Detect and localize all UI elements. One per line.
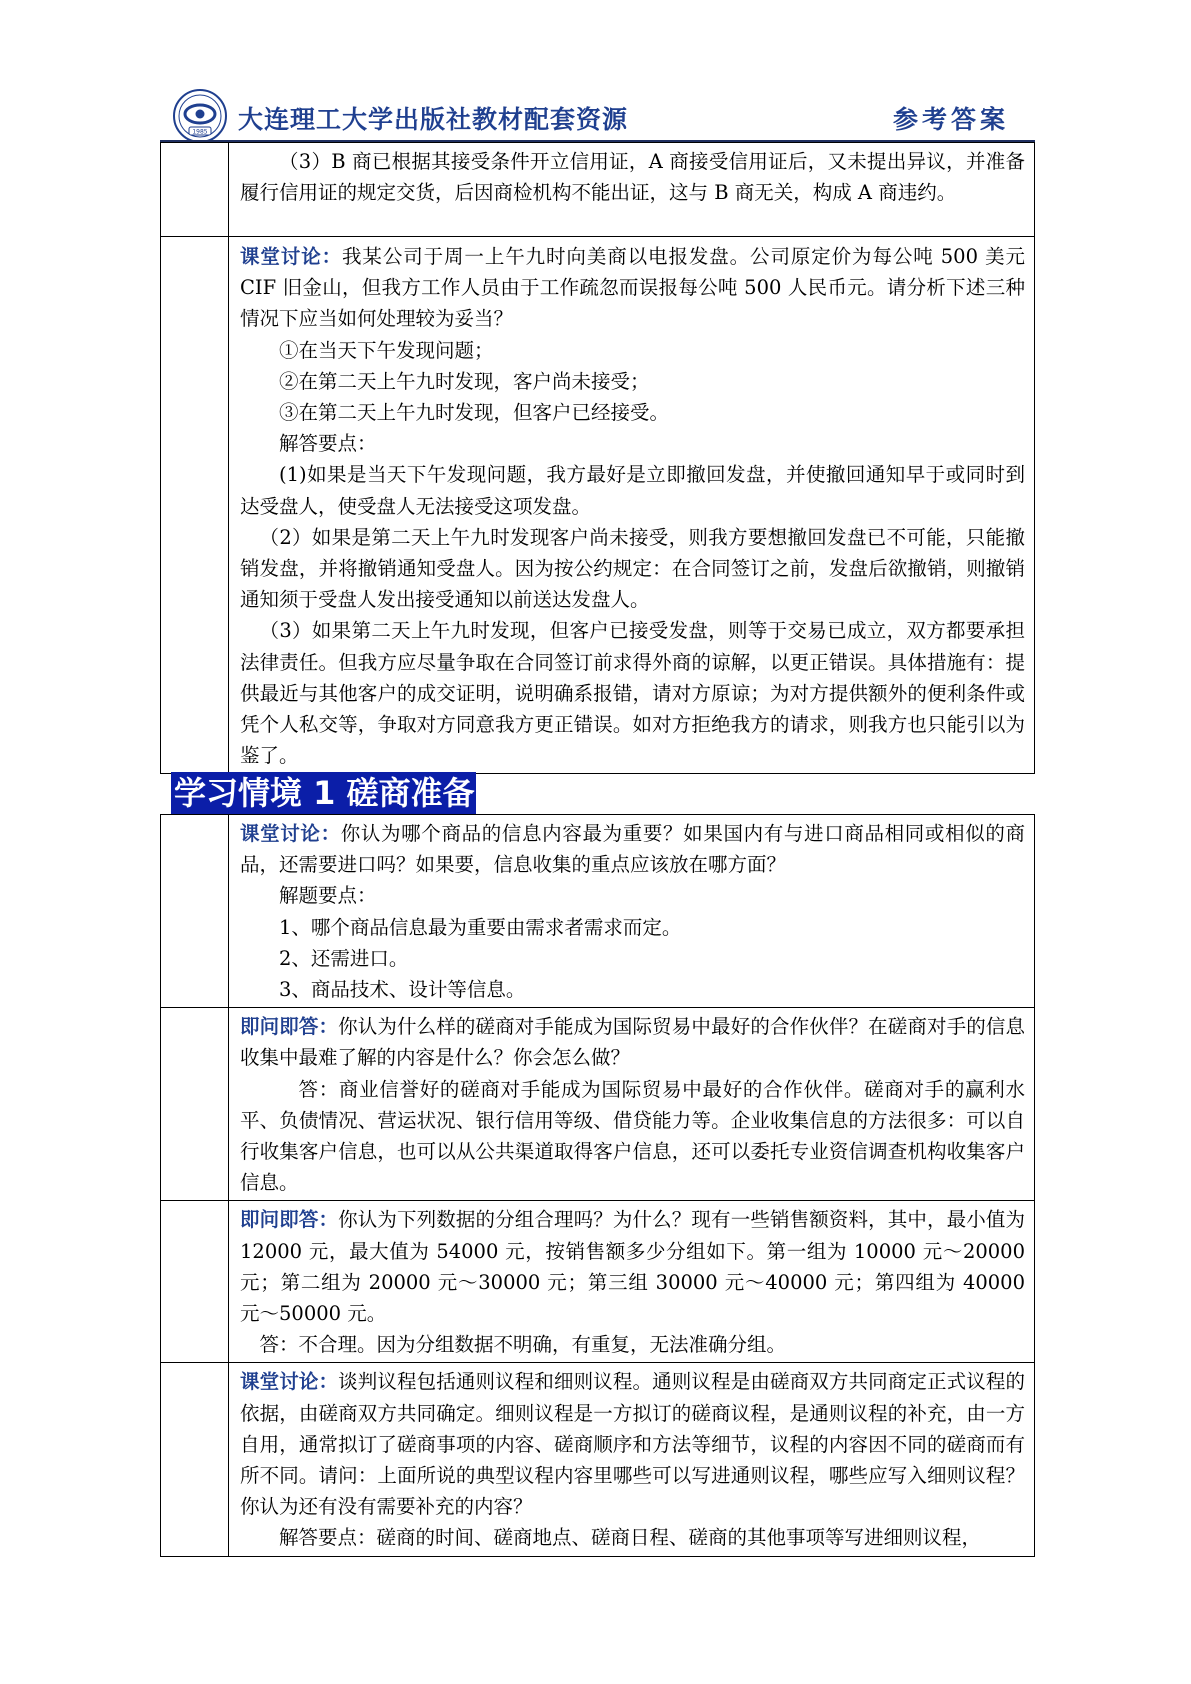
answer-point: 3、商品技术、设计等信息。: [279, 978, 526, 1002]
answer-paragraph: 答：不合理。因为分组数据不明确，有重复，无法准确分组。: [259, 1333, 787, 1357]
reference-answer-label: 参考答案: [893, 105, 1010, 134]
list-item: ①在当天下午发现问题；: [279, 338, 494, 362]
list-item: ③在第二天上午九时发现，但客户已经接受。: [279, 401, 670, 425]
row-content-cell: [229, 1008, 1035, 1201]
discussion-label: 课堂讨论：: [240, 1370, 339, 1394]
table-row: [161, 1008, 1035, 1201]
list-item: ②在第二天上午九时发现，客户尚未接受；: [279, 369, 650, 393]
answer-paragraph: 解答要点：磋商的时间、磋商地点、磋商日程、磋商的其他事项等写进细则议程，: [279, 1526, 982, 1550]
publisher-title: 大连理工大学出版社教材配套资源: [238, 105, 629, 134]
answer-paragraph: 答：商业信誉好的磋商对手能成为国际贸易中最好的合作伙伴。磋商对手的赢利水平、负债情况、营运状况、银行信用等级、借贷能力等。企业收集信息的方法很多：可以自行收集客户信息，也可以从公共渠道取得客户信息，还可以委托专业资信调查机构收集客户信息。: [240, 1077, 1025, 1195]
row-label-cell: [161, 815, 229, 1008]
answer-table-1: [160, 142, 1035, 774]
table-row: [161, 1201, 1035, 1363]
page-header: [0, 0, 1191, 145]
row-content-cell: [229, 815, 1035, 1008]
question-text: 我某公司于周一上午九时向美商以电报发盘。公司原定价为每公吨 500 美元 CIF 旧金山，但我方工作人员由于工作疏忽而误报每公吨 500 人民币元。请分析下述三种情况下应当如何处理较为妥当？: [240, 245, 1025, 331]
answer-title: 解答要点：: [279, 432, 377, 456]
row-content-cell: [229, 143, 1035, 237]
publisher-logo-icon: [172, 88, 228, 144]
table-row: [161, 237, 1035, 774]
table-row: [161, 815, 1035, 1008]
question-text: 谈判议程包括通则议程和细则议程。通则议程是由磋商双方共同商定正式议程的依据，由磋商双方共同确定。细则议程是一方拟订的磋商议程，是通则议程的补充，由一方自用，通常拟订了磋商事项的内容、磋商顺序和方法等细节，议程的内容因不同的磋商而有所不同。请问：上面所说的典型议程内容里哪些可以写进通则议程，哪些应写入细则议程？你认为还有没有需要补充的内容？: [240, 1370, 1025, 1519]
table-row: [161, 1363, 1035, 1556]
answer-paragraph: （2）如果是第二天上午九时发现客户尚未接受，则我方要想撤回发盘已不可能，只能撤销发盘，并将撤销通知受盘人。因为按公约规定：在合同签订之前，发盘后欲撤销，则撤销通知须于受盘人发出接受通知以前送达发盘人。: [240, 525, 1025, 612]
answer-paragraph: （3）如果第二天上午九时发现，但客户已接受发盘，则等于交易已成立，双方都要承担法律责任。但我方应尽量争取在合同签订前求得外商的谅解，以更正错误。具体措施有：提供最近与其他客户的成交证明，说明确系报错，请对方原谅；为对方提供额外的便利条件或凭个人私交等，争取对方同意我方更正错误。如对方拒绝我方的请求，则我方也只能引以为鉴了。: [240, 619, 1025, 768]
row-label-cell: [161, 237, 229, 774]
row-label-cell: [161, 1008, 229, 1201]
answer-point: 2、还需进口。: [279, 946, 409, 970]
answer-title: 解题要点：: [279, 884, 377, 908]
answer-table-2: [160, 814, 1035, 1557]
row-label-cell: [161, 1201, 229, 1363]
table-row: [161, 143, 1035, 237]
discussion-label: 课堂讨论：: [240, 822, 341, 845]
quick-qa-label: 即问即答：: [240, 1208, 339, 1232]
section-title: 学习情境 1 磋商准备: [171, 772, 476, 814]
answer-point: 1、哪个商品信息最为重要由需求者需求而定。: [279, 915, 682, 939]
logo-year: 1985: [192, 128, 208, 136]
row-content-cell: [229, 1363, 1035, 1556]
answer-paragraph: (1)如果是当天下午发现问题，我方最好是立即撤回发盘，并使撤回通知早于或同时到达受盘人，使受盘人无法接受这项发盘。: [240, 463, 1025, 518]
question-text: 你认为哪个商品的信息内容最为重要？如果国内有与进口商品相同或相似的商品，还需要进口吗？如果要，信息收集的重点应该放在哪方面？: [240, 822, 1025, 877]
row-content-cell: [229, 237, 1035, 774]
discussion-label: 课堂讨论：: [240, 245, 343, 268]
row-label-cell: [161, 143, 229, 237]
row-label-cell: [161, 1363, 229, 1556]
question-text: 你认为下列数据的分组合理吗？为什么？现有一些销售额资料，其中，最小值为 12000 元，最大值为 54000 元，按销售额多少分组如下。第一组为 10000 元～20000 元；第二组为 20000 元～30000 元；第三组 30000 元～40000 元；第四组为 40000 元～50000 元。: [240, 1208, 1025, 1326]
paragraph: （3）B 商已根据其接受条件开立信用证，A 商接受信用证后，又未提出异议，并准备履行信用证的规定交货，后因商检机构不能出证，这与 B 商无关，构成 A 商违约。: [240, 150, 1025, 205]
row-content-cell: [229, 1201, 1035, 1363]
quick-qa-label: 即问即答：: [240, 1015, 339, 1039]
question-text: 你认为什么样的磋商对手能成为国际贸易中最好的合作伙伴？在磋商对手的信息收集中最难了解的内容是什么？你会怎么做？: [240, 1015, 1025, 1070]
